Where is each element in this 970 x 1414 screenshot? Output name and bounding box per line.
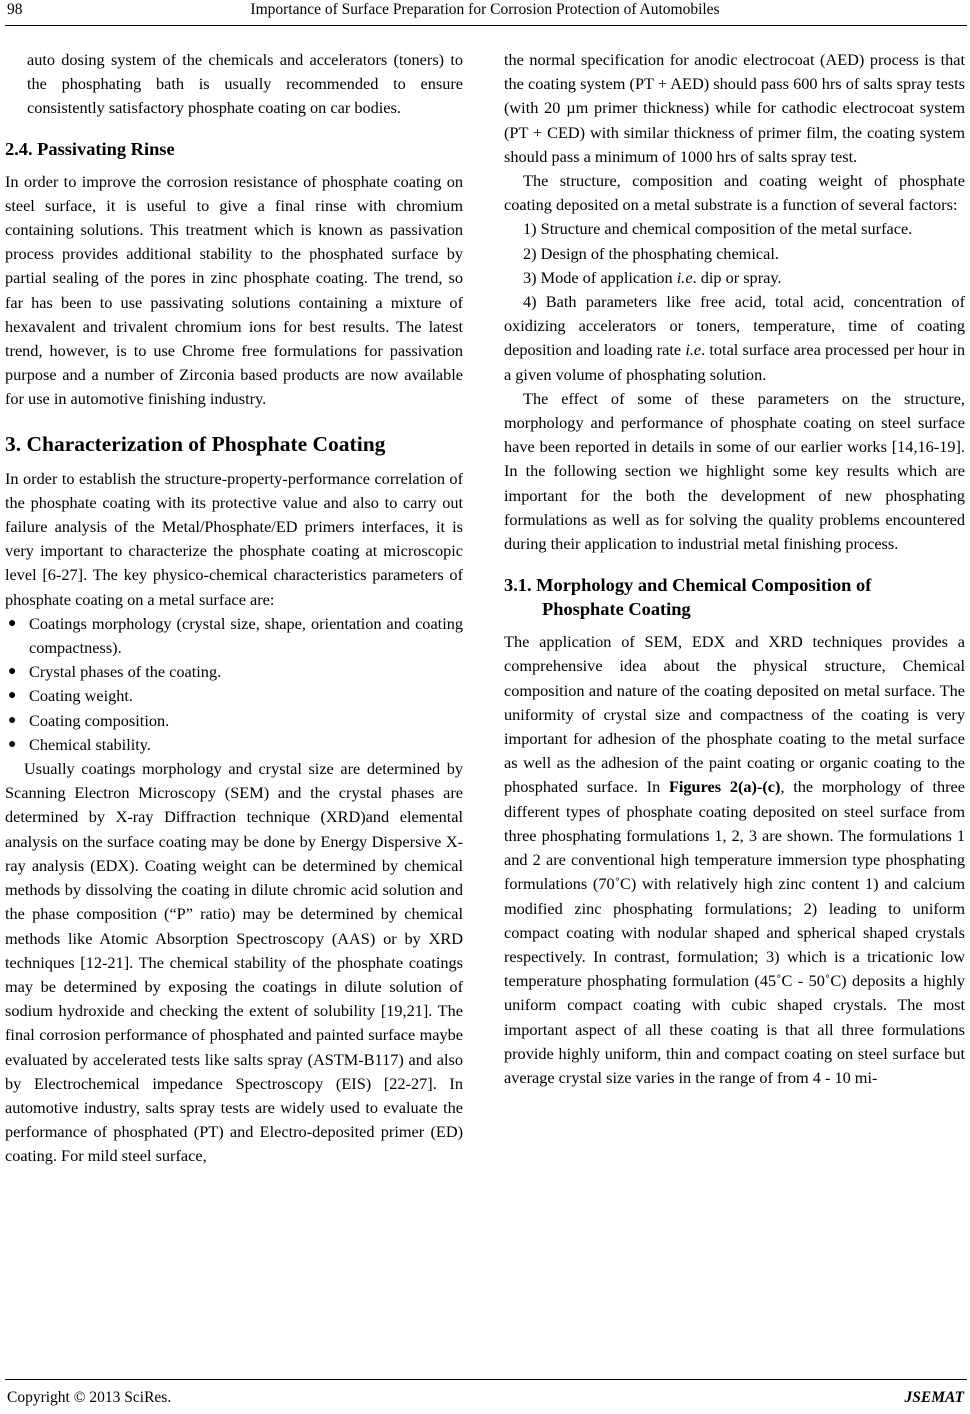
page-number: 98	[7, 1, 23, 18]
factor-2: 2) Design of the phosphating chemical.	[523, 243, 779, 263]
bullet-icon: ●	[8, 712, 17, 728]
characteristics-list	[5, 612, 463, 757]
section-heading-characterization: 3. Characterization of Phosphate Coating	[5, 431, 386, 456]
section-heading-morphology: 3.1. Morphology and Chemical Composition of Phosphate Coating	[504, 575, 872, 620]
list-item: ● Crystal phases of the coating.	[5, 660, 463, 684]
intro-paragraph: auto dosing system of the chemicals and accelerators (toners) to the phosphating bath is usually recommended to ensure consistently satisfactory phosphate coating on car bodies.	[27, 50, 463, 118]
factor-1: 1) Structure and chemical composition of the metal surface.	[523, 219, 913, 239]
left-column	[5, 48, 463, 1169]
bullet-icon: ●	[8, 615, 17, 631]
bullet-icon: ●	[8, 664, 17, 680]
methods-paragraph: Usually coatings morphology and crystal size are determined by Scanning Electron Microscopy (SEM) and the crystal phases are determined by X-ray Diffraction technique (XRD)and elemental analysis on the surface coating may be done by Energy Dispersive X-ray analysis (EDX). Coating weight can be determined by chemical methods by dissolving the coating in dilute chromic acid solution and the phase composition (“P” ratio) may be determined by chemical methods like Atomic Absorption Spectroscopy (AAS) or by XRD techniques [12-21]. The chemical stability of the phosphate coatings may be determined by exposing the coatings in dilute solution of sodium hydroxide and checking the extent of solubility [19,21]. The final corrosion performance of phosphated and painted surface maybe evaluated by accelerated tests like salts spray (ASTM-B117) and also by Electrochemical impedance Spectroscopy (EIS) [22-27]. In automotive industry, salts spray tests are widely used to evaluate the performance of phosphated (PT) and Electro-deposited primer (ED) coating. For mild steel surface,	[5, 759, 463, 1166]
bullet-icon: ●	[8, 736, 17, 752]
list-item: ● Coatings morphology (crystal size, shape, orientation and coating compactness).	[8, 613, 463, 658]
passivating-paragraph: In order to improve the corrosion resistance of phosphate coating on steel surface, it is useful to give a final rinse with chromium containing solutions. This treatment which is known as passivation process provides additional stability to the phosphated surface by partial sealing of the pores in zinc phosphate coating. The trend, so far has been to use passivating solutions containing a mixture of hexavalent and trivalent chromium ions for best results. The latest trend, however, is to use Chrome free formulations for passivation purpose and a number of Zirconia based products are now available for use in automotive finishing industry.	[5, 171, 463, 409]
journal-name: JSEMAT	[904, 1389, 964, 1406]
running-title: Importance of Surface Preparation for Corrosion Protection of Automobiles	[250, 1, 720, 18]
continuation-paragraph: the normal specification for anodic electrocoat (AED) process is that the coating system (PT + AED) should pass 600 hrs of salts spray tests (with 20 µm primer thickness) while for cathodic electrocoat system (PT + CED) with similar thickness of primer film, the coating system should pass a minimum of 1000 hrs of salts spray test.	[504, 50, 965, 166]
copyright: Copyright © 2013 SciRes.	[7, 1389, 172, 1406]
characterization-paragraph: In order to establish the structure-property-performance correlation of the phosphate coating with its protective value and also to carry out failure analysis of the Metal/Phosphate/ED primers interfaces, it is very important to characterize the phosphate coating at microscopic level [6-27]. The key physico-chemical characteristics parameters of phosphate coating on a metal surface are:	[5, 468, 463, 609]
figure-reference: Figures 2(a)-(c)	[668, 777, 781, 797]
right-column	[504, 48, 965, 1090]
footer-rule	[5, 1379, 967, 1380]
morphology-paragraph: The application of SEM, EDX and XRD techniques provides a comprehensive idea about the physical structure, Chemical composition and nature of the coating deposited on metal surface. The uniformity of crystal size and compactness of the coating is very important for adhesion of the phosphate coating to the metal surface as well as the adhesion of the paint coating or organic coating to the phosphated surface. In Figures 2(a)-(c), the morphology of three different types of phosphate coating deposited on steel surface from three phosphating formulations 1, 2, 3 are shown. The formulations 1 and 2 are conventional high temperature immersion type phosphating formulations (70˚C) with relatively high zinc content 1) and calcium modified zinc phosphating formulations; 2) leading to uniform compact coating with nodular shaped and spherical shaped crystals respectively. In contrast, formulation; 3) which is a tricationic low temperature phosphating formulation (45˚C - 50˚C) deposits a highly uniform compact coating with cubic shaped crystals. The most important aspect of all these coating is that all three formulations provide highly uniform, thin and compact coating on steel surface but average crystal size varies in the range of from 4 - 10 mi-	[504, 632, 965, 1087]
factor-4: 4) Bath parameters like free acid, total acid, concentration of oxidizing accelerators or toners, temperature, time of coating deposition and loading rate i.e. total surface area processed per hour in a given volume of phosphating solution.	[504, 292, 966, 384]
list-item: ● Chemical stability.	[5, 733, 463, 757]
list-item: ● Coating composition.	[5, 709, 463, 733]
header-rule	[5, 25, 967, 26]
effects-paragraph: The effect of some of these parameters on the structure, morphology and performance of phosphate coating on steel surface have been reported in details in some of our earlier works [14,16-19]. In the following section we highlight some key results which are important for the both the development of new phosphating formulations as well as for solving the quality problems encountered during their application to industrial metal finishing process.	[504, 388, 965, 554]
factor-3: 3) Mode of application i.e. dip or spray.	[523, 267, 782, 287]
section-heading-passivating-rinse: 2.4. Passivating Rinse	[5, 138, 175, 159]
list-item: ● Coating weight.	[5, 684, 463, 708]
bullet-icon: ●	[8, 688, 17, 704]
page-header	[0, 0, 970, 26]
factors-intro-paragraph: The structure, composition and coating weight of phosphate coating deposited on a metal substrate is a function of several factors:	[504, 171, 965, 215]
